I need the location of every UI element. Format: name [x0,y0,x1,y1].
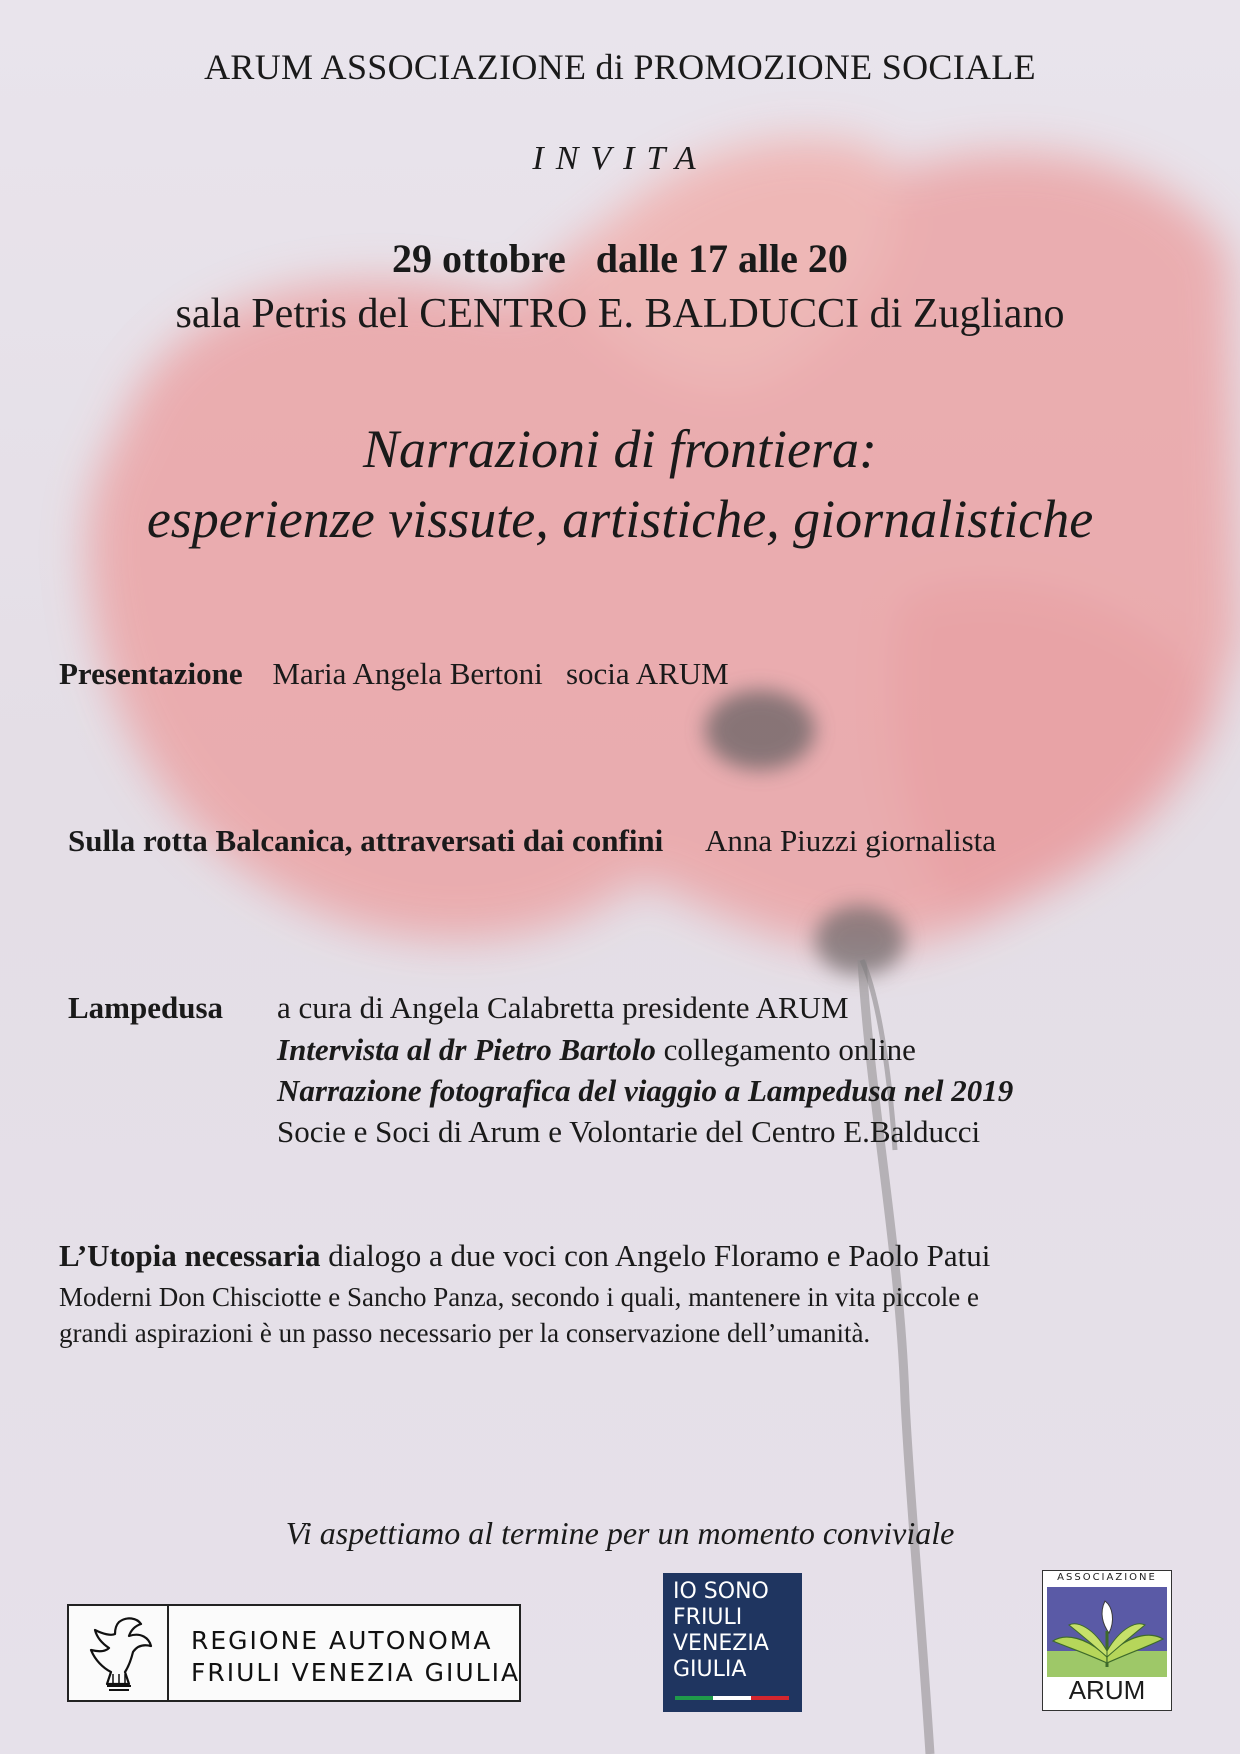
balcanica-label: Sulla rotta Balcanica, attraversati dai confini [68,823,664,858]
lampedusa-label: Lampedusa [68,990,224,1025]
lampedusa-line1: a cura di Angela Calabretta presidente ARUM [277,990,849,1025]
organization-heading: ARUM ASSOCIAZIONE di PROMOZIONE SOCIALE [204,47,1036,87]
utopia-label: L’Utopia necessaria [59,1238,321,1273]
italian-flag-stripe [675,1696,789,1700]
regione-logo-divider [167,1606,169,1700]
program-utopia [59,1238,990,1274]
utopia-text: dialogo a due voci con Angelo Floramo e Paolo Patui [320,1238,991,1273]
lampedusa-interview: Intervista al dr Pietro Bartolo [277,1032,656,1067]
regione-fvg-logo [67,1604,521,1702]
arum-logo-top-text: ASSOCIAZIONE [1057,1572,1157,1583]
lampedusa-line4: Socie e Soci di Arum e Volontarie del Centro E.Balducci [277,1114,981,1149]
regione-logo-line2: FRIULI VENEZIA GIULIA [191,1658,521,1687]
balcanica-text: Anna Piuzzi giornalista [705,823,997,858]
closing-note: Vi aspettiamo al termine per un momento conviviale [285,1515,955,1551]
invita-heading: INVITA [532,140,708,177]
lampedusa-line3: Narrazione fotografica del viaggio a Lampedusa nel 2019 [277,1073,1014,1108]
arum-logo [1042,1570,1172,1711]
utopia-description-line1: Moderni Don Chisciotte e Sancho Panza, secondo i quali, mantenere in vita piccole e [59,1282,979,1312]
event-title-line1: Narrazioni di frontiera: [362,419,878,479]
fvg-logo-line2: FRIULI [673,1605,743,1630]
event-date-time: 29 ottobre dalle 17 alle 20 [392,236,848,281]
io-sono-fvg-logo [663,1573,802,1712]
event-title-line2: esperienze vissute, artistiche, giornalistiche [146,489,1094,549]
fvg-logo-line1: IO SONO [673,1579,769,1604]
fvg-logo-line4: GIULIA [673,1657,747,1682]
lampedusa-line2 [277,1032,916,1068]
arum-logo-name: ARUM [1068,1675,1146,1705]
program-balcanica [68,823,996,859]
presentazione-label: Presentazione [59,656,243,691]
lampedusa-online: collegamento online [655,1032,916,1067]
eagle-icon [79,1614,157,1694]
regione-logo-line1: REGIONE AUTONOMA [191,1626,493,1655]
utopia-description-line2: grandi aspirazioni è un passo necessario per la conservazione dell’umanità. [59,1318,871,1348]
event-venue: sala Petris del CENTRO E. BALDUCCI di Zugliano [175,291,1065,337]
fvg-logo-line3: VENEZIA [673,1631,769,1656]
program-presentazione [59,656,729,692]
presentazione-text: Maria Angela Bertoni socia ARUM [272,656,729,691]
